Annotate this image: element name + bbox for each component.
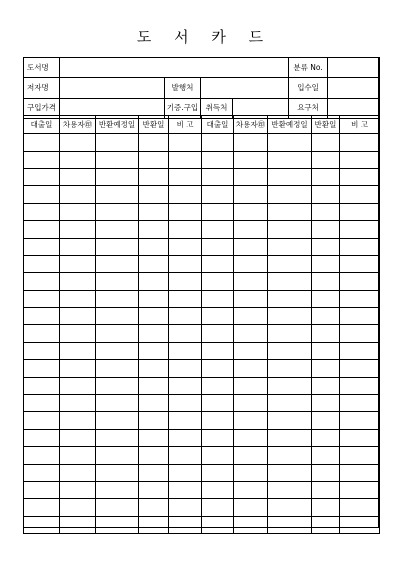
due-date-cell[interactable]	[96, 412, 139, 429]
table-row	[24, 238, 380, 255]
borrower-cell[interactable]	[234, 203, 268, 220]
borrower-cell[interactable]	[234, 464, 268, 481]
borrower-cell[interactable]	[60, 395, 96, 412]
received-date-field[interactable]	[328, 78, 380, 98]
table-row	[24, 168, 380, 185]
due-date-cell[interactable]	[268, 464, 312, 481]
due-date-cell[interactable]	[268, 238, 312, 255]
remarks-cell[interactable]	[340, 360, 380, 377]
return-date-cell[interactable]	[312, 290, 340, 307]
loan-date-cell[interactable]	[202, 168, 234, 185]
loan-date-cell[interactable]	[24, 342, 60, 359]
author-field[interactable]	[60, 78, 165, 98]
remarks-cell[interactable]	[340, 325, 380, 342]
loan-date-cell[interactable]	[202, 290, 234, 307]
loan-date-cell[interactable]	[24, 499, 60, 516]
remarks-cell[interactable]	[340, 464, 380, 481]
remarks-cell[interactable]	[169, 516, 202, 533]
due-date-cell[interactable]	[268, 290, 312, 307]
table-row	[24, 429, 380, 446]
loan-date-cell[interactable]	[24, 482, 60, 499]
loan-date-cell[interactable]	[202, 499, 234, 516]
due-date-cell[interactable]	[268, 255, 312, 272]
loan-date-cell[interactable]	[202, 221, 234, 238]
table-row	[24, 308, 380, 325]
return-date-cell[interactable]	[139, 429, 169, 446]
borrower-cell[interactable]	[60, 412, 96, 429]
remarks-cell[interactable]	[340, 134, 380, 151]
borrower-cell[interactable]	[234, 482, 268, 499]
return-date-cell[interactable]	[312, 482, 340, 499]
loan-date-cell[interactable]	[24, 395, 60, 412]
remarks-cell[interactable]	[169, 151, 202, 168]
return-date-cell[interactable]	[139, 255, 169, 272]
borrower-cell[interactable]	[234, 395, 268, 412]
loan-log-table	[23, 115, 380, 534]
return-date-cell[interactable]	[312, 429, 340, 446]
return-date-cell[interactable]	[139, 447, 169, 464]
return-date-cell[interactable]	[312, 203, 340, 220]
loan-date-cell[interactable]	[202, 395, 234, 412]
remarks-cell[interactable]	[340, 273, 380, 290]
loan-date-cell[interactable]	[24, 238, 60, 255]
due-date-cell[interactable]	[268, 429, 312, 446]
due-date-cell[interactable]	[268, 134, 312, 151]
remarks-cell[interactable]	[169, 342, 202, 359]
loan-date-cell[interactable]	[24, 221, 60, 238]
loan-log-body	[24, 134, 380, 534]
return-date-cell[interactable]	[139, 186, 169, 203]
due-date-cell[interactable]	[96, 151, 139, 168]
remarks-cell[interactable]	[340, 516, 380, 533]
borrower-cell[interactable]	[60, 447, 96, 464]
return-date-cell[interactable]	[312, 238, 340, 255]
due-date-cell[interactable]	[96, 447, 139, 464]
table-row	[24, 482, 380, 499]
borrower-cell[interactable]	[234, 516, 268, 533]
author-label: 저자명	[24, 78, 60, 98]
due-date-cell[interactable]	[96, 238, 139, 255]
remarks-cell[interactable]	[169, 186, 202, 203]
return-date-cell[interactable]	[139, 516, 169, 533]
loan-date-cell[interactable]	[24, 290, 60, 307]
remarks-cell[interactable]	[340, 290, 380, 307]
borrower-cell[interactable]	[234, 290, 268, 307]
col-borrower: 차용자㊞	[60, 116, 96, 134]
price-label: 구입가격	[24, 98, 60, 118]
remarks-cell[interactable]	[340, 151, 380, 168]
publisher-label: 발행처	[165, 78, 201, 98]
remarks-cell[interactable]	[340, 499, 380, 516]
borrower-cell[interactable]	[234, 221, 268, 238]
remarks-cell[interactable]	[169, 499, 202, 516]
return-date-cell[interactable]	[139, 221, 169, 238]
borrower-cell[interactable]	[234, 499, 268, 516]
table-row	[24, 516, 380, 533]
remarks-cell[interactable]	[169, 308, 202, 325]
class-no-field[interactable]	[328, 58, 380, 78]
loan-date-cell[interactable]	[24, 186, 60, 203]
loan-date-cell[interactable]	[24, 447, 60, 464]
borrower-cell[interactable]	[234, 360, 268, 377]
remarks-cell[interactable]	[169, 273, 202, 290]
remarks-cell[interactable]	[169, 221, 202, 238]
due-date-cell[interactable]	[96, 186, 139, 203]
due-date-cell[interactable]	[268, 499, 312, 516]
remarks-cell[interactable]	[169, 203, 202, 220]
due-date-cell[interactable]	[268, 412, 312, 429]
return-date-cell[interactable]	[312, 516, 340, 533]
book-info-table	[23, 57, 380, 119]
book-info-row-2	[24, 78, 380, 98]
due-date-cell[interactable]	[96, 290, 139, 307]
due-date-cell[interactable]	[96, 464, 139, 481]
loan-date-cell[interactable]	[202, 151, 234, 168]
remarks-cell[interactable]	[340, 221, 380, 238]
loan-date-cell[interactable]	[24, 377, 60, 394]
book-name-field[interactable]	[60, 58, 289, 78]
return-date-cell[interactable]	[139, 360, 169, 377]
due-date-cell[interactable]	[268, 516, 312, 533]
remarks-cell[interactable]	[340, 412, 380, 429]
return-date-cell[interactable]	[139, 238, 169, 255]
borrower-cell[interactable]	[60, 273, 96, 290]
return-date-cell[interactable]	[139, 203, 169, 220]
loan-date-cell[interactable]	[202, 203, 234, 220]
borrower-cell[interactable]	[234, 325, 268, 342]
book-info-row-1	[24, 58, 380, 78]
due-date-cell[interactable]	[96, 499, 139, 516]
due-date-cell[interactable]	[268, 186, 312, 203]
return-date-cell[interactable]	[312, 134, 340, 151]
table-row	[24, 464, 380, 481]
loan-date-cell[interactable]	[202, 342, 234, 359]
return-date-cell[interactable]	[312, 342, 340, 359]
borrower-cell[interactable]	[234, 377, 268, 394]
borrower-cell[interactable]	[234, 238, 268, 255]
col-due-date: 반환예정일	[268, 116, 312, 134]
table-row	[24, 151, 380, 168]
table-row	[24, 186, 380, 203]
remarks-cell[interactable]	[169, 255, 202, 272]
borrower-cell[interactable]	[60, 464, 96, 481]
due-date-cell[interactable]	[96, 516, 139, 533]
table-row	[24, 255, 380, 272]
loan-date-cell[interactable]	[202, 429, 234, 446]
borrower-cell[interactable]	[234, 186, 268, 203]
due-date-cell[interactable]	[96, 134, 139, 151]
borrower-cell[interactable]	[234, 151, 268, 168]
due-date-cell[interactable]	[96, 221, 139, 238]
return-date-cell[interactable]	[312, 325, 340, 342]
donation-purchase-label: 기증.구입	[165, 98, 201, 118]
return-date-cell[interactable]	[139, 395, 169, 412]
request-label: 요구처	[289, 98, 328, 118]
loan-date-cell[interactable]	[202, 360, 234, 377]
table-row	[24, 395, 380, 412]
due-date-cell[interactable]	[96, 360, 139, 377]
col-return-date: 반환일	[139, 116, 169, 134]
return-date-cell[interactable]	[312, 186, 340, 203]
borrower-cell[interactable]	[234, 447, 268, 464]
due-date-cell[interactable]	[96, 429, 139, 446]
borrower-cell[interactable]	[234, 134, 268, 151]
remarks-cell[interactable]	[169, 238, 202, 255]
return-date-cell[interactable]	[312, 447, 340, 464]
loan-date-cell[interactable]	[24, 464, 60, 481]
loan-date-cell[interactable]	[24, 273, 60, 290]
borrower-cell[interactable]	[234, 412, 268, 429]
col-loan-date: 대출일	[202, 116, 234, 134]
due-date-cell[interactable]	[96, 482, 139, 499]
loan-date-cell[interactable]	[202, 325, 234, 342]
loan-date-cell[interactable]	[24, 412, 60, 429]
due-date-cell[interactable]	[96, 325, 139, 342]
table-row	[24, 342, 380, 359]
col-loan-date: 대출일	[24, 116, 60, 134]
borrower-cell[interactable]	[60, 499, 96, 516]
remarks-cell[interactable]	[169, 482, 202, 499]
due-date-cell[interactable]	[268, 308, 312, 325]
remarks-cell[interactable]	[169, 360, 202, 377]
due-date-cell[interactable]	[96, 395, 139, 412]
remarks-cell[interactable]	[340, 482, 380, 499]
return-date-cell[interactable]	[139, 325, 169, 342]
borrower-cell[interactable]	[60, 308, 96, 325]
remarks-cell[interactable]	[169, 168, 202, 185]
return-date-cell[interactable]	[312, 360, 340, 377]
loan-date-cell[interactable]	[24, 325, 60, 342]
borrower-cell[interactable]	[60, 151, 96, 168]
return-date-cell[interactable]	[139, 377, 169, 394]
remarks-cell[interactable]	[169, 325, 202, 342]
borrower-cell[interactable]	[60, 325, 96, 342]
received-date-label: 입수일	[289, 78, 328, 98]
loan-date-cell[interactable]	[24, 168, 60, 185]
due-date-cell[interactable]	[96, 203, 139, 220]
remarks-cell[interactable]	[340, 168, 380, 185]
due-date-cell[interactable]	[268, 325, 312, 342]
due-date-cell[interactable]	[96, 168, 139, 185]
return-date-cell[interactable]	[139, 290, 169, 307]
remarks-cell[interactable]	[340, 238, 380, 255]
loan-date-cell[interactable]	[24, 203, 60, 220]
loan-date-cell[interactable]	[202, 377, 234, 394]
table-row	[24, 447, 380, 464]
due-date-cell[interactable]	[268, 203, 312, 220]
remarks-cell[interactable]	[340, 429, 380, 446]
return-date-cell[interactable]	[139, 482, 169, 499]
due-date-cell[interactable]	[268, 168, 312, 185]
loan-date-cell[interactable]	[24, 255, 60, 272]
class-no-label: 분류 No.	[289, 58, 328, 78]
return-date-cell[interactable]	[139, 412, 169, 429]
due-date-cell[interactable]	[268, 360, 312, 377]
return-date-cell[interactable]	[312, 221, 340, 238]
borrower-cell[interactable]	[60, 238, 96, 255]
borrower-cell[interactable]	[234, 273, 268, 290]
due-date-cell[interactable]	[96, 377, 139, 394]
loan-date-cell[interactable]	[202, 447, 234, 464]
return-date-cell[interactable]	[312, 308, 340, 325]
borrower-cell[interactable]	[234, 308, 268, 325]
table-row	[24, 203, 380, 220]
due-date-cell[interactable]	[96, 342, 139, 359]
borrower-cell[interactable]	[60, 377, 96, 394]
remarks-cell[interactable]	[340, 186, 380, 203]
return-date-cell[interactable]	[312, 464, 340, 481]
remarks-cell[interactable]	[340, 395, 380, 412]
loan-date-cell[interactable]	[202, 482, 234, 499]
borrower-cell[interactable]	[60, 186, 96, 203]
book-card-form	[23, 57, 379, 528]
due-date-cell[interactable]	[268, 273, 312, 290]
table-row	[24, 290, 380, 307]
remarks-cell[interactable]	[169, 429, 202, 446]
loan-date-cell[interactable]	[24, 151, 60, 168]
return-date-cell[interactable]	[312, 412, 340, 429]
return-date-cell[interactable]	[312, 273, 340, 290]
table-row	[24, 377, 380, 394]
return-date-cell[interactable]	[139, 151, 169, 168]
loan-date-cell[interactable]	[202, 255, 234, 272]
return-date-cell[interactable]	[312, 377, 340, 394]
remarks-cell[interactable]	[169, 290, 202, 307]
borrower-cell[interactable]	[234, 429, 268, 446]
due-date-cell[interactable]	[268, 221, 312, 238]
page-title: 도 서 카 드	[136, 28, 273, 46]
return-date-cell[interactable]	[139, 168, 169, 185]
borrower-cell[interactable]	[60, 168, 96, 185]
borrower-cell[interactable]	[60, 290, 96, 307]
borrower-cell[interactable]	[60, 429, 96, 446]
remarks-cell[interactable]	[169, 377, 202, 394]
return-date-cell[interactable]	[312, 255, 340, 272]
remarks-cell[interactable]	[340, 308, 380, 325]
col-remarks: 비 고	[169, 116, 202, 134]
borrower-cell[interactable]	[60, 360, 96, 377]
due-date-cell[interactable]	[268, 447, 312, 464]
remarks-cell[interactable]	[340, 255, 380, 272]
remarks-cell[interactable]	[340, 447, 380, 464]
book-name-label: 도서명	[24, 58, 60, 78]
remarks-cell[interactable]	[340, 377, 380, 394]
col-borrower: 차용자㊞	[234, 116, 268, 134]
remarks-cell[interactable]	[169, 447, 202, 464]
return-date-cell[interactable]	[139, 464, 169, 481]
table-row	[24, 221, 380, 238]
borrower-cell[interactable]	[60, 221, 96, 238]
borrower-cell[interactable]	[60, 134, 96, 151]
return-date-cell[interactable]	[139, 273, 169, 290]
return-date-cell[interactable]	[312, 168, 340, 185]
source-label: 취득처	[201, 98, 233, 118]
due-date-cell[interactable]	[268, 482, 312, 499]
due-date-cell[interactable]	[268, 151, 312, 168]
table-row	[24, 273, 380, 290]
table-row	[24, 412, 380, 429]
loan-date-cell[interactable]	[202, 516, 234, 533]
remarks-cell[interactable]	[169, 134, 202, 151]
col-due-date: 반환예정일	[96, 116, 139, 134]
loan-date-cell[interactable]	[24, 516, 60, 533]
borrower-cell[interactable]	[60, 255, 96, 272]
table-row	[24, 499, 380, 516]
borrower-cell[interactable]	[234, 168, 268, 185]
borrower-cell[interactable]	[234, 342, 268, 359]
return-date-cell[interactable]	[312, 499, 340, 516]
loan-log-header	[24, 116, 380, 134]
borrower-cell[interactable]	[60, 482, 96, 499]
loan-date-cell[interactable]	[202, 186, 234, 203]
loan-date-cell[interactable]	[202, 412, 234, 429]
loan-date-cell[interactable]	[24, 429, 60, 446]
return-date-cell[interactable]	[139, 308, 169, 325]
col-remarks: 비 고	[340, 116, 380, 134]
table-row	[24, 325, 380, 342]
loan-date-cell[interactable]	[24, 360, 60, 377]
due-date-cell[interactable]	[96, 308, 139, 325]
remarks-cell[interactable]	[340, 203, 380, 220]
publisher-field[interactable]	[201, 78, 289, 98]
borrower-cell[interactable]	[60, 516, 96, 533]
loan-date-cell[interactable]	[202, 464, 234, 481]
return-date-cell[interactable]	[139, 342, 169, 359]
col-return-date: 반환일	[312, 116, 340, 134]
due-date-cell[interactable]	[268, 377, 312, 394]
return-date-cell[interactable]	[139, 134, 169, 151]
borrower-cell[interactable]	[234, 255, 268, 272]
loan-date-cell[interactable]	[24, 308, 60, 325]
return-date-cell[interactable]	[139, 499, 169, 516]
due-date-cell[interactable]	[268, 342, 312, 359]
due-date-cell[interactable]	[96, 273, 139, 290]
table-row	[24, 360, 380, 377]
remarks-cell[interactable]	[169, 395, 202, 412]
due-date-cell[interactable]	[96, 255, 139, 272]
loan-date-cell[interactable]	[202, 273, 234, 290]
borrower-cell[interactable]	[60, 203, 96, 220]
remarks-cell[interactable]	[169, 412, 202, 429]
return-date-cell[interactable]	[312, 395, 340, 412]
borrower-cell[interactable]	[60, 342, 96, 359]
return-date-cell[interactable]	[312, 151, 340, 168]
table-row	[24, 134, 380, 151]
remarks-cell[interactable]	[340, 342, 380, 359]
due-date-cell[interactable]	[268, 395, 312, 412]
loan-date-cell[interactable]	[202, 134, 234, 151]
loan-date-cell[interactable]	[202, 238, 234, 255]
remarks-cell[interactable]	[169, 464, 202, 481]
loan-date-cell[interactable]	[24, 134, 60, 151]
loan-date-cell[interactable]	[202, 308, 234, 325]
